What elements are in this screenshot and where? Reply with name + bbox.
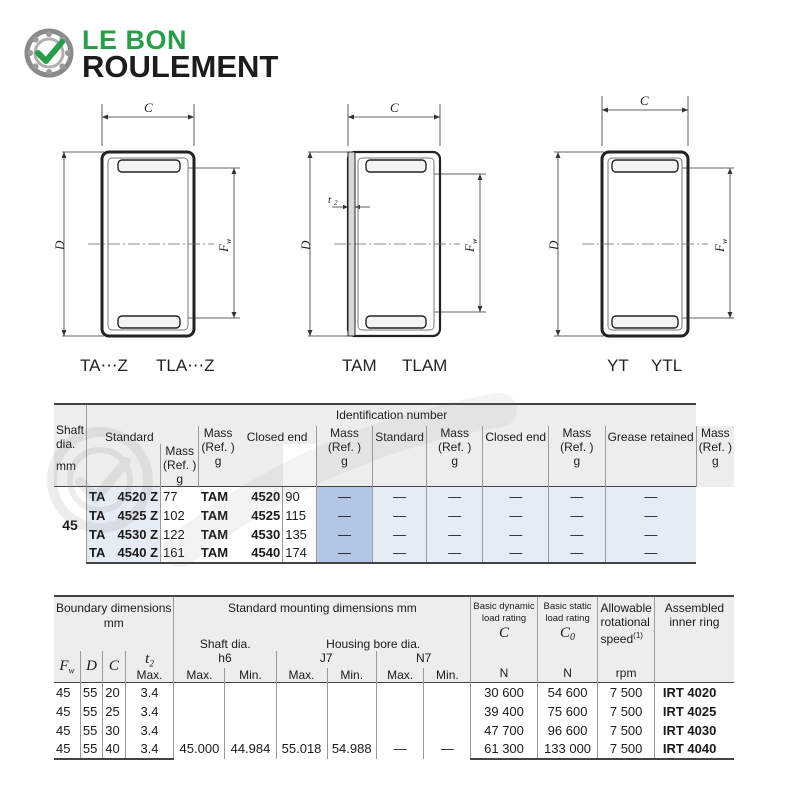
table-row: 45 TA 4520 Z 77 TAM 4520 90 — — — — — — (54, 487, 734, 506)
group-closed-end: Closed end (237, 426, 317, 444)
mass-header: Mass (Ref. ) g (199, 426, 237, 487)
dim-d-label: D (546, 240, 561, 250)
type-label-yt: YT (607, 356, 629, 375)
table-row: TA 4530 Z 122 TAM 4530 135 — — — — — — (54, 525, 734, 544)
n7-min-value: — (424, 683, 471, 759)
t2-symbol: $t_2$ (125, 651, 174, 668)
shaft-tolerance: h6 (174, 651, 276, 668)
mass-header: Mass (Ref. ) g (549, 426, 605, 487)
shaft-dia-header: Shaft dia. mm (54, 404, 87, 487)
table-row: 45 55 30 3.4 47 700 96 600 7 500 IRT 4030 (54, 721, 734, 740)
group-standard: Standard (87, 426, 199, 444)
logo-text-top: LE BON (82, 25, 188, 55)
drawing-ta-z (48, 90, 258, 350)
mass-header-standard: Mass (Ref. ) g (161, 444, 199, 487)
type-label-tam: TAM (342, 356, 377, 375)
housing-bore-header: Housing bore dia. (276, 631, 471, 651)
dimensions-table: Boundary dimensions mm Standard mounting dimensions mm Basic dynamic load rating C Basic static load rating $C_0$ Allowable rotational speed$^{(1)}$ Assembled inner ring Shaft dia. Housing bore dia. $F_w$ D C $t_2$ h6 J7 N7 N N rpm Max. Max. Min. Max. Min. Max. Min. 45 55 20 3.4 45.000 44.984 55.018 54.988 — — 30 600 54 600 7 500 IRT 4020 45 55 25 3.4 39 400 75 600 7 500 IRT 4025 45 55 30 3.4 47 700 96 600 7 500 IRT 4030 45 55 40 3.4 61 300 133 000 7 500 IRT 4040 (54, 595, 734, 760)
bearing-section-drawing (548, 90, 758, 350)
bearing-section-drawing (294, 90, 504, 350)
group-standard-2: Standard (373, 426, 427, 487)
drawing-tam (294, 90, 504, 350)
dynamic-load-header: Basic dynamic load rating C (471, 596, 537, 651)
brand-logo[interactable] (24, 26, 304, 82)
dim-d-label: D (298, 240, 313, 250)
c-symbol: C (103, 651, 125, 683)
dim-c-label: C (144, 100, 153, 115)
dim-fw-sub: w (470, 238, 479, 244)
type-label-tla-z: TLA⋯Z (156, 356, 215, 375)
n7-tolerance: N7 (376, 651, 471, 668)
bearing-section-drawing (48, 90, 258, 350)
unit-rpm: rpm (598, 651, 654, 683)
fw-symbol: $F_w$ (54, 651, 80, 683)
dim-fw-label: F (216, 244, 231, 252)
dim-fw-label: F (462, 244, 477, 252)
mounting-dimensions-header: Standard mounting dimensions mm (174, 596, 471, 631)
dim-d-label: D (52, 240, 67, 250)
table-row: 45 55 20 3.4 45.000 44.984 55.018 54.988 — — 30 600 54 600 7 500 IRT 4020 (54, 683, 734, 702)
j7-min-value: 54.988 (327, 683, 376, 759)
shaft-max-value: 45.000 (174, 683, 225, 759)
type-label-ytl: YTL (651, 356, 683, 375)
speed-header: Allowable rotational speed$^{(1)}$ (598, 596, 654, 651)
type-label-ta-z: TA⋯Z (80, 356, 128, 375)
table-row: TA 4525 Z 102 TAM 4525 115 — — — — — — (54, 506, 734, 525)
dim-t2-label: t (328, 194, 332, 206)
table-row: 45 55 40 3.4 61 300 133 000 7 500 IRT 4040 (54, 740, 734, 759)
drawing-yt (548, 90, 758, 350)
static-load-header: Basic static load rating $C_0$ (537, 596, 598, 651)
group-closed-end-2: Closed end (483, 426, 549, 487)
table-row: 45 55 25 3.4 39 400 75 600 7 500 IRT 4025 (54, 702, 734, 721)
dim-t2-sub: 2 (334, 199, 338, 207)
table-row: TA 4540 Z 161 TAM 4540 174 — — — — — — (54, 544, 734, 563)
shaft-dia-value: 45 (54, 487, 87, 563)
bearing-check-icon (24, 28, 74, 78)
shaft-dia-header: Shaft dia. (174, 631, 276, 651)
logo-text-bottom: ROULEMENT (82, 49, 279, 84)
dim-c-label: C (390, 100, 399, 115)
type-label-tlam: TLAM (402, 356, 448, 375)
dim-fw-sub: w (224, 238, 233, 244)
identification-table (54, 403, 734, 564)
mass-header: Mass (Ref. ) g (696, 426, 734, 487)
unit-n: N (471, 651, 537, 683)
dim-fw-label: F (712, 244, 727, 252)
mass-header: Mass (Ref. ) g (316, 426, 372, 487)
dim-fw-sub: w (720, 238, 729, 244)
n7-max-value: — (376, 683, 424, 759)
boundary-dimensions-header: Boundary dimensions mm (54, 596, 174, 631)
unit-n: N (537, 651, 598, 683)
mass-header: Mass (Ref. ) g (426, 426, 482, 487)
j7-tolerance: J7 (276, 651, 376, 668)
inner-ring-header: Assembled inner ring (654, 596, 734, 651)
shaft-min-value: 44.984 (225, 683, 276, 759)
dim-c-label: C (640, 93, 649, 108)
group-grease-retained: Grease retained (605, 426, 696, 487)
j7-max-value: 55.018 (276, 683, 327, 759)
identification-header: Identification number (87, 404, 697, 426)
d-symbol: D (80, 651, 102, 683)
